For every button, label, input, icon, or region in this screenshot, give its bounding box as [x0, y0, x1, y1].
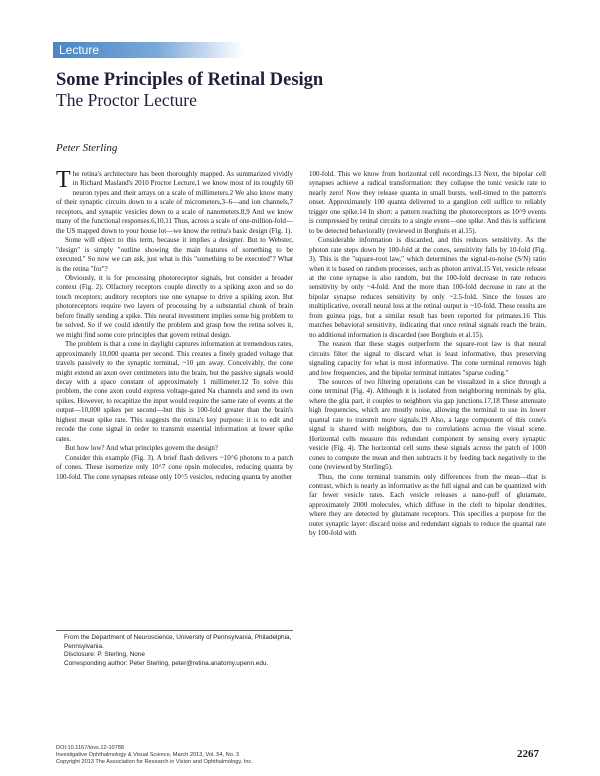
paragraph: The sources of two filtering operations can be visualized in a slice through a cone terminal (Fig. 4). Although it is isolated from neighboring terminals by glia, where the glia part, it couples to neighbors via gap junctions.17,18 These attenuate high frequencies, which are mostly noise, allowing the terminal to use its lower quantal rate to transmit more signals.19 Also, a large component of this cone's signal is shared with neighbors, due to correlations across the visual scene. Horizontal cells measure this redundant component by sensing every synaptic vesicle (Fig. 4). The horizontal cell sums these signals across the patch of 1000 cones to compute the mean and then subtracts it by feeding back negatively to the cone (reviewed by Sterling5). — [309, 377, 546, 472]
paragraph: The reason that these stages outperform the square-root law is that neural circuits filter the signal to discard what is least informative, thus preserving signaling capacity for what is most informative. The cone terminal removes high and low frequencies, and the bipolar terminal initiates "sparse coding." — [309, 340, 546, 377]
section-label: Lecture — [59, 43, 100, 57]
body-column-right — [309, 170, 546, 539]
journal-info — [56, 745, 253, 767]
paragraph: Considerable information is discarded, and this reduces sensitivity. As the photon rate steps down by 100-fold at the cones, sensitivity falls by 10-fold (Fig. 3). This is the "square-root law," which determines the signal-to-noise (S/N) ratio when it is based on random processes, such as photon arrival.15 Yet, vesicle release at the cone synapse is also random, but the 100-fold decrease in rate reduces sensitivity by only ~4-fold. And the more than 100-fold decrease in rate at the bipolar synapse reduces sensitivity by only ~2.5-fold. Since the losses are multiplicative, overall neural loss at the retinal output is ~10-fold. These results are from guinea pigs, but a similar result has been reported for primates.16 This matches behavioral sensitivity, indicating that once retinal signals reach the brain, no additional information is discarded (see Borghuis et al.15). — [309, 236, 546, 339]
disclosure-note: Disclosure: P. Sterling, None — [64, 651, 145, 659]
body-column-left — [56, 167, 293, 482]
paragraph: Some will object to this term, because it implies a designer. But to Webster, "design" is simply "outline showing the main features of something to be executed." So now we can ask, just what is this "something to be executed"? What is the retina "for"? — [56, 236, 293, 273]
article-subtitle: The Proctor Lecture — [56, 90, 197, 110]
paragraph: 100-fold. This we know from horizontal cell recordings.13 Next, the bipolar cell synapses achieve a radical transformation: they collapse the tonic vesicle rate to nearly zero! Now they release quanta in small bursts, well-timed to the pattern's onset. Approximately 100 quanta delivered to a ganglion cell suffice to reliably trigger one spike.14 In short: a pattern reaching the photoreceptors as 10^9 events is compressed by retinal circuits to a single event—one spike. And this is sufficient to be detected behaviorally (reviewed in Borghuis et al.15). — [309, 170, 546, 235]
paragraph: Consider this example (Fig. 3). A brief flash delivers ~10^6 photons to a patch of cones. These isomerize only 10^7 cone opsin molecules, reducing quanta by 100-fold. The cone synapses release only 10^5 vesicles, reducing quanta by another — [56, 453, 293, 481]
author-name: Peter Sterling — [56, 142, 118, 154]
paragraph: The problem is that a cone in daylight captures information at tremendous rates, approximately 10,000 quanta per second. This creates a finely graded voltage that travels passively to the synaptic terminal, ~10 μm away. Conceivably, the cone might extend an axon over centimeters into the brain, but the passive signals would decay with a space constant of approximately 1 millimeter.12 To solve this problem, the cone axon could express voltage-gated Na channels and send its own spikes. However, to recapitize the input would require the same rate of events at the output—10,000 spikes per second—but this is 100-fold greater than the brain's highest mean spike rate. This suggests the retina's key purpose: it is to edit and recode the cone signal in order to transmit essential information at lower spike rates. — [56, 340, 293, 443]
doi: DOI:10.1167/iovs.12-10788 — [56, 745, 124, 751]
drop-cap: T — [56, 167, 71, 193]
paragraph: Thus, the cone terminal transmits only differences from the mean—that is contrast, which is nearly as informative as the full signal and can be quantized with far fewer vesicle rates. Each vesicle releases a nano-puff of glutamate, approximately 2000 molecules, which diffuse in the cleft to bipolar dendrites, where they are detected by glutamate receptors. This specifies a purpose for the outer synaptic layer: discard noise and redundant signals to reduce the quantal rate by 100-fold with — [309, 472, 546, 538]
paragraph: But how low? And what principles govern the design? — [65, 444, 219, 453]
copyright: Copyright 2013 The Association for Research in Vision and Ophthalmology, Inc. — [56, 759, 253, 766]
paragraph: The retina's architecture has been thoroughly mapped. As summarized vividly in Richard Masland's 2010 Proctor Lecture,1 we know most of its roughly 60 neuron types and their arrays on a scale of millimeters.2 We also know many of their synaptic circuits down to a scale of micrometers,3–6—and ion channels,7 receptors, and synaptic vesicles down to a scale of nanometers.8,9 And we know many of the functional responses.6,10,11 Thus, across a scale of one-million-fold—the US mapped down to your house lot—we know the retina's basic design (Fig. 1). — [56, 167, 293, 235]
affiliation-note: From the Department of Neuroscience, University of Pennsylvania, Philadelphia, Pennsylvania. — [64, 634, 292, 650]
section-banner — [53, 42, 243, 58]
corresponding-author-note: Corresponding author: Peter Sterling, peter@retina.anatomy.upenn.edu. — [64, 659, 269, 667]
article-title: Some Principles of Retinal Design — [56, 70, 324, 90]
footnote-block — [56, 634, 293, 668]
paragraph: Obviously, it is for processing photoreceptor signals, but consider a broader context (Fig. 2). Olfactory receptors couple directly to a spiking axon and so do touch receptors; auditory receptors use one synapse to drive a spiking axon. But photoreceptors require two layers of processing by a substantial chunk of brain before finally sending a spike. This neural investment implies some big problem to be solved. So if we could identify the problem and grasp how the retina solves it, we might find some core principles that govern retinal design. — [56, 273, 293, 339]
journal-citation: Investigative Ophthalmology & Visual Science, March 2013, Vol. 54, No. 3 — [56, 752, 240, 759]
page-number: 2267 — [517, 748, 539, 760]
footnote-divider — [56, 630, 293, 631]
